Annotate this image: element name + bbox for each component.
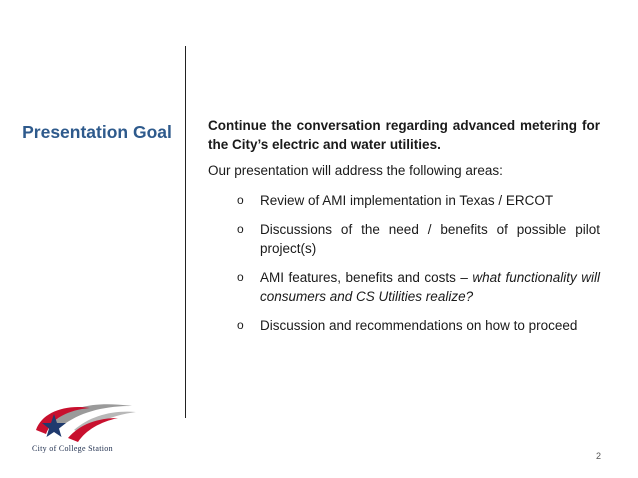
logo-text: City of College Station (32, 444, 113, 453)
bullet-list (208, 191, 600, 335)
intro-paragraph: Our presentation will address the following areas: (208, 163, 503, 178)
logo-emblem-icon (32, 400, 142, 444)
list-item (230, 316, 600, 335)
city-logo (32, 400, 142, 458)
bullet-marker: o (237, 318, 244, 332)
vertical-divider (185, 46, 186, 418)
list-item (230, 191, 600, 210)
list-item (230, 268, 600, 306)
bullet-marker: o (237, 222, 244, 236)
list-item (230, 220, 600, 258)
bullet-text: Discussions of the need / benefits of possible pilot project(s) (260, 222, 600, 256)
slide-body (208, 116, 600, 345)
page-number: 2 (595, 451, 601, 461)
bullet-text: Discussion and recommendations on how to proceed (260, 318, 578, 333)
bullet-marker: o (237, 270, 244, 284)
slide-title: Presentation Goal (22, 122, 172, 142)
bullet-text: Review of AMI implementation in Texas / ERCOT (260, 193, 554, 208)
bullet-text-italic: what functionality will consumers and CS Utilities realize? (260, 270, 600, 304)
bullet-text: AMI features, benefits and costs – (260, 270, 473, 285)
lead-paragraph: Continue the conversation regarding advanced metering for the City’s electric and water utilities. (208, 118, 600, 152)
bullet-marker: o (237, 193, 244, 207)
